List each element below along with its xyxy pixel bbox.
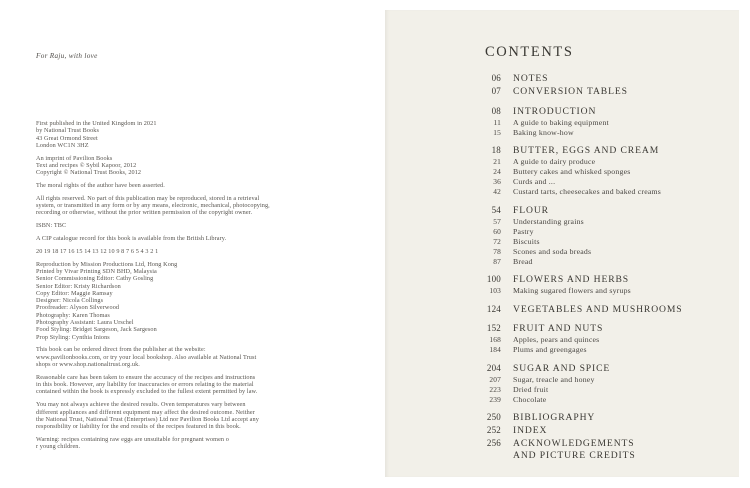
toc-title-line: Sugar, treacle and honey xyxy=(513,374,595,384)
toc-entry xyxy=(471,105,731,118)
imprint-paragraphs xyxy=(36,120,336,456)
toc-title xyxy=(513,187,661,197)
toc-entry xyxy=(471,187,731,197)
imprint-paragraph xyxy=(36,155,336,177)
imprint-paragraph xyxy=(36,195,336,217)
imprint-line: A CIP catalogue record for this book is available from the British Library. xyxy=(36,235,227,243)
toc-page-number: 78 xyxy=(493,246,501,256)
toc-page-number: 15 xyxy=(493,127,501,137)
toc-page-number: 57 xyxy=(493,216,501,226)
toc-group xyxy=(471,105,731,138)
toc-entry xyxy=(471,247,731,257)
toc-group xyxy=(471,303,731,316)
toc-page-number: 239 xyxy=(489,394,501,404)
imprint-line: Proofreader: Alyson Silverwood xyxy=(36,304,120,312)
imprint-line: r young children. xyxy=(36,443,81,451)
toc-title xyxy=(513,227,534,237)
toc-entry xyxy=(471,395,731,405)
toc-entry xyxy=(471,144,731,157)
imprint-line: Senior Commissioning Editor: Cathy Gosling xyxy=(36,275,154,283)
imprint-paragraph xyxy=(36,374,336,396)
toc-page-number: 24 xyxy=(493,167,501,176)
toc-page-number: 207 xyxy=(489,374,501,384)
toc-title xyxy=(513,205,549,217)
toc-title-line: Plums and greengages xyxy=(513,345,587,354)
imprint-line: Designer: Nicola Collings xyxy=(36,297,104,305)
imprint-line: Warning: recipes containing raw eggs are unsuitable for pregnant women o xyxy=(36,435,229,443)
imprint-line: 20 19 18 17 16 15 14 13 12 10 9 8 7 6 5 4 3 2 1 xyxy=(36,247,159,255)
imprint-paragraph xyxy=(36,401,336,430)
toc-title xyxy=(513,345,587,355)
imprint-line: You may not always achieve the desired results. Oven temperatures vary between xyxy=(36,401,246,409)
toc-entry xyxy=(471,72,731,85)
toc-title xyxy=(513,286,631,296)
imprint-line: Reproduction by Mission Productions Ltd, Hong Kong xyxy=(36,260,178,268)
toc-title xyxy=(513,145,659,157)
toc-page-number: 60 xyxy=(493,226,501,236)
imprint-line: This book can be ordered direct from the publisher at the website: xyxy=(36,346,206,354)
toc-page-number: 18 xyxy=(491,145,501,155)
toc-page-number: 250 xyxy=(486,412,501,422)
toc-page-number: 54 xyxy=(491,204,501,215)
imprint-line: contained within the book is expressly excluded to the fullest extent permitted by law. xyxy=(36,388,258,396)
toc-page-number: 11 xyxy=(493,117,501,127)
toc-entry xyxy=(471,204,731,217)
toc-title-line: CONVERSION TABLES xyxy=(513,86,628,97)
toc-title-line: INDEX xyxy=(513,425,548,436)
imprint-line: Senior Editor: Kristy Richardson xyxy=(36,282,121,290)
toc-title xyxy=(513,257,533,267)
toc-entry xyxy=(471,322,731,335)
toc-title xyxy=(513,73,548,85)
toc-title xyxy=(513,247,591,257)
toc-title xyxy=(513,323,603,335)
toc-title xyxy=(513,335,599,345)
toc-title-line: VEGETABLES AND MUSHROOMS xyxy=(513,303,683,315)
toc-page-number: 204 xyxy=(486,362,501,373)
toc-page-number: 252 xyxy=(486,425,501,435)
toc-title-line: ACKNOWLEDGEMENTS xyxy=(513,438,635,449)
imprint-line: responsibility or liability for the end results of the recipes featured in this book. xyxy=(36,423,241,431)
toc-title xyxy=(513,237,540,247)
toc-title xyxy=(513,106,596,118)
toc-title-line: Understanding grains xyxy=(513,216,584,226)
imprint-line: www.pavilionbooks.com, or try your local bookshop. Also available at National Trust xyxy=(36,353,257,361)
toc-title-line: Custard tarts, cheesecakes and baked creams xyxy=(513,187,662,196)
imprint-paragraph xyxy=(36,346,336,368)
imprint-paragraph xyxy=(36,222,336,229)
toc-page-number: 36 xyxy=(493,177,501,186)
toc-entry xyxy=(471,227,731,237)
toc-title-line: Scones and soda breads xyxy=(513,246,592,256)
toc-entry xyxy=(471,375,731,385)
toc-title-line: A guide to baking equipment xyxy=(513,117,609,127)
toc-title-line: Pastry xyxy=(513,226,534,236)
imprint-line: First published in the United Kingdom in 2021 xyxy=(36,120,157,127)
imprint-line: An imprint of Pavilion Books xyxy=(36,154,113,162)
toc-title-line: INTRODUCTION xyxy=(513,105,597,117)
toc-entry xyxy=(471,362,731,375)
toc-entry xyxy=(471,424,731,437)
toc-title-line: Biscuits xyxy=(513,236,540,246)
imprint-line: Photography: Karen Thomas xyxy=(36,311,110,319)
imprint-line: 43 Great Ormond Street xyxy=(36,134,98,142)
imprint-line: recording or otherwise, without the prior written permission of the copyright owner. xyxy=(36,209,253,217)
imprint-line: different appliances and different equipment may affect the desired outcome. Neither xyxy=(36,408,255,416)
toc-entry xyxy=(471,437,731,462)
toc-title-line: FRUIT AND NUTS xyxy=(513,323,604,334)
toc-group xyxy=(471,411,731,462)
imprint-line: in this book. However, any liability for inaccuracies or errors relating to the material xyxy=(36,381,254,389)
toc-group xyxy=(471,72,731,98)
imprint-paragraph xyxy=(36,248,336,255)
imprint-line: Printed by Vivar Printing SDN BHD, Malaysia xyxy=(36,267,157,275)
toc-title-line: Buttery cakes and whisked sponges xyxy=(513,167,631,176)
toc-page-number: 223 xyxy=(489,384,501,394)
toc-page-number: 72 xyxy=(493,236,501,246)
toc-title xyxy=(513,128,574,138)
toc-entry xyxy=(471,385,731,395)
toc-group xyxy=(471,273,731,296)
toc-title-line: Dried fruit xyxy=(513,384,549,394)
toc-page-number: 168 xyxy=(489,335,501,344)
toc-entry xyxy=(471,411,731,424)
toc-entry xyxy=(471,273,731,286)
toc-title-line: NOTES xyxy=(513,73,549,84)
imprint-line: The moral rights of the author have been asserted. xyxy=(36,182,165,190)
toc-entry xyxy=(471,177,731,187)
toc-entry xyxy=(471,237,731,247)
toc-page-number: 184 xyxy=(489,345,501,354)
toc-title xyxy=(513,86,628,98)
toc-entry xyxy=(471,286,731,296)
toc-title xyxy=(513,395,546,405)
toc-title-line: Bread xyxy=(513,256,533,266)
toc-title-line: AND PICTURE CREDITS xyxy=(513,450,636,461)
toc-page-number: 06 xyxy=(491,73,501,83)
toc-entry xyxy=(471,167,731,177)
imprint-paragraph xyxy=(36,182,336,189)
toc-entry xyxy=(471,157,731,167)
toc-title xyxy=(513,425,547,437)
imprint-line: Reasonable care has been taken to ensure the accuracy of the recipes and instructions xyxy=(36,373,256,381)
toc-title xyxy=(513,375,595,385)
toc-group xyxy=(471,204,731,267)
toc-entry xyxy=(471,217,731,227)
imprint-line: Prop Styling: Cynthia Inions xyxy=(36,333,110,341)
toc-title xyxy=(513,363,610,375)
toc-title xyxy=(513,167,630,177)
toc-group xyxy=(471,362,731,405)
toc-title xyxy=(513,438,636,462)
toc-entry xyxy=(471,303,731,316)
toc-title-line: A guide to dairy produce xyxy=(513,157,596,166)
toc-page-number: 100 xyxy=(486,274,501,284)
imprint-line: the National Trust, National Trust (Enterprises) Ltd nor Pavilion Books Ltd accept any xyxy=(36,415,259,423)
toc-page-number: 07 xyxy=(491,86,501,96)
toc-page-number: 42 xyxy=(493,187,501,196)
toc-entry xyxy=(471,335,731,345)
toc-title-line: Apples, pears and quinces xyxy=(513,335,600,344)
toc-entry xyxy=(471,118,731,128)
imprint-line: shops or www.shop.nationaltrust.org.uk. xyxy=(36,361,140,369)
toc-title-line: FLOWERS AND HERBS xyxy=(513,274,630,285)
toc-group xyxy=(471,322,731,355)
toc-title xyxy=(513,412,595,424)
toc-title-line: BIBLIOGRAPHY xyxy=(513,412,596,423)
toc-entry xyxy=(471,85,731,98)
imprint-line: Text and recipes © Sybil Kapoor, 2012 xyxy=(36,161,137,169)
imprint-line: All rights reserved. No part of this publication may be reproduced, stored in a retrieval xyxy=(36,194,260,202)
imprint-line: Copyright © National Trust Books, 2012 xyxy=(36,169,142,177)
toc-title-line: Making sugared flowers and syrups xyxy=(513,286,631,295)
toc-title xyxy=(513,274,629,286)
imprint-line: by National Trust Books xyxy=(36,127,99,135)
toc-title xyxy=(513,304,683,316)
imprint-paragraph xyxy=(36,261,336,341)
toc-page-number: 21 xyxy=(493,157,501,166)
toc-page-number: 103 xyxy=(489,286,501,295)
toc-group xyxy=(471,144,731,197)
imprint-line: Food Styling: Bridget Sargeson, Jack Sargeson xyxy=(36,326,157,334)
imprint-line: ISBN: TBC xyxy=(36,222,67,230)
toc-title-line: SUGAR AND SPICE xyxy=(513,362,611,374)
toc-page-number: 87 xyxy=(493,256,501,266)
toc-page-number: 08 xyxy=(491,105,501,116)
toc xyxy=(471,72,731,469)
toc-title-line: FLOUR xyxy=(513,204,549,216)
dedication-text: For Raju, with love xyxy=(36,52,98,60)
toc-title-line: Curds and ... xyxy=(513,177,556,186)
imprint-paragraph xyxy=(36,436,336,451)
toc-title xyxy=(513,217,584,227)
toc-title-line: Baking know-how xyxy=(513,127,574,137)
toc-title-line: BUTTER, EGGS AND CREAM xyxy=(513,145,660,156)
toc-title xyxy=(513,385,548,395)
imprint-paragraph xyxy=(36,235,336,242)
toc-page-number: 152 xyxy=(486,323,501,333)
imprint-paragraph xyxy=(36,120,336,149)
toc-title-line: Chocolate xyxy=(513,394,547,404)
imprint-line: Photography Assistant: Laura Urschel xyxy=(36,319,134,327)
toc-entry xyxy=(471,257,731,267)
toc-entry xyxy=(471,128,731,138)
imprint-line: Copy Editor: Maggie Ramsay xyxy=(36,289,113,297)
toc-title xyxy=(513,157,595,167)
toc-title xyxy=(513,177,555,187)
contents-heading: CONTENTS xyxy=(485,44,574,60)
imprint-line: London WC1N 3HZ xyxy=(36,141,89,149)
toc-page-number: 124 xyxy=(486,303,501,314)
toc-entry xyxy=(471,345,731,355)
contents-page xyxy=(385,10,739,477)
toc-page-number: 256 xyxy=(486,438,501,448)
toc-title xyxy=(513,118,609,128)
imprint-line: system, or transmitted in any form or by any means, electronic, mechanical, photocopying, xyxy=(36,202,270,210)
